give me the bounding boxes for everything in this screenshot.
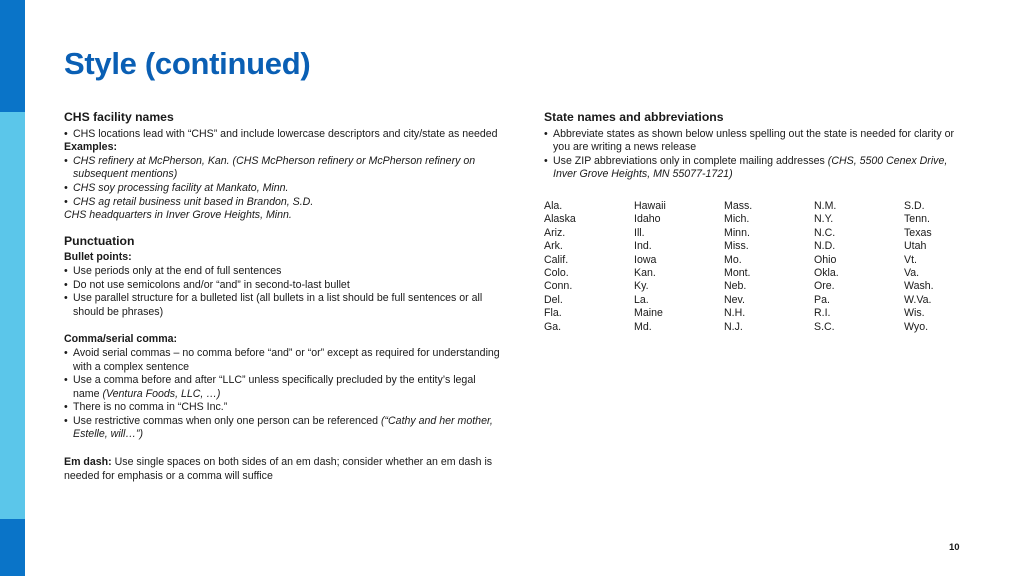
- state-abbreviation: N.H.: [724, 307, 746, 320]
- punctuation-heading: Punctuation: [64, 233, 135, 248]
- state-abbreviation: Calif.: [544, 253, 569, 266]
- example-item: • CHS ag retail business unit based in Brandon, S.D.: [64, 196, 504, 210]
- state-abbreviation: Vt.: [904, 253, 917, 266]
- state-abbreviation: N.M.: [814, 199, 837, 212]
- state-abbreviation: Alaska: [544, 213, 576, 226]
- state-abbreviation: Ill.: [634, 226, 645, 239]
- bullet-point-item: • Use parallel structure for a bulleted list (all bullets in a list should be full sentences or all should be phrases): [64, 292, 504, 319]
- state-abbreviation: Wyo.: [904, 320, 929, 333]
- states-bullet-example: (CHS, 5500 Cenex Drive, Inver Grove Heights, MN 55077-1721): [553, 154, 948, 181]
- side-accent-bar: [0, 0, 25, 576]
- state-abbreviation: R.I.: [814, 307, 831, 320]
- bullet-point-item: • Use periods only at the end of full sentences: [64, 265, 504, 279]
- state-abbreviation: Del.: [544, 293, 563, 306]
- comma-label: Comma/serial comma:: [64, 333, 178, 346]
- comma-item: • There is no comma in “CHS Inc.”: [64, 401, 504, 415]
- comma-item: • Avoid serial commas – no comma before “and” or “or” except as required for understanding with a complex sentence: [64, 347, 504, 374]
- state-abbreviation: Mass.: [724, 199, 753, 212]
- comma-item-example: (Ventura Foods, LLC, …): [102, 387, 221, 400]
- state-abbreviation: W.Va.: [904, 293, 932, 306]
- state-abbreviation: Ark.: [544, 240, 563, 253]
- comma-item: [64, 374, 504, 401]
- state-abbreviation: Mont.: [724, 267, 751, 279]
- state-abbreviation: Idaho: [634, 213, 661, 226]
- comma-item-example: (“Cathy and her mother, Estelle, will…”): [73, 414, 493, 441]
- state-abbreviation: Tenn.: [904, 213, 930, 226]
- state-abbreviation: Mo.: [724, 253, 742, 266]
- state-abbreviation: Ind.: [634, 240, 652, 253]
- state-abbreviations-grid: [544, 200, 964, 334]
- states-bullet-text: Use ZIP abbreviations only in complete mailing addresses: [553, 154, 828, 167]
- state-abbreviation: Nev.: [724, 293, 745, 306]
- state-abbreviation: Hawaii: [634, 199, 666, 212]
- examples-list: [64, 155, 504, 209]
- state-abbreviation: Ky.: [634, 280, 649, 293]
- example-item: • CHS soy processing facility at Mankato, Minn.: [64, 182, 504, 196]
- state-abbreviation: Minn.: [724, 226, 750, 239]
- state-abbreviation: S.D.: [904, 199, 925, 212]
- comma-item-text: Use restrictive commas when only one person can be referenced: [73, 414, 381, 427]
- side-accent-top: [0, 0, 25, 112]
- examples-label: Examples:: [64, 141, 117, 154]
- state-abbreviation: Ohio: [814, 253, 837, 266]
- state-abbreviation: Miss.: [724, 240, 749, 253]
- state-abbreviation: Maine: [634, 307, 663, 320]
- headquarters-example: CHS headquarters in Inver Grove Heights, Minn.: [64, 209, 292, 222]
- state-abbreviation: Ga.: [544, 320, 562, 333]
- states-heading: State names and abbreviations: [544, 110, 724, 124]
- state-abbreviation: Neb.: [724, 280, 747, 293]
- state-abbreviation: Mich.: [724, 213, 750, 226]
- state-abbreviation: Iowa: [634, 253, 657, 266]
- state-abbreviation: N.D.: [814, 240, 836, 253]
- state-abbreviation: Wash.: [904, 280, 934, 293]
- state-abbreviation: Texas: [904, 226, 932, 239]
- page-title: Style (continued): [64, 46, 311, 81]
- chs-bullets: [64, 128, 504, 142]
- state-abbreviation: Pa.: [814, 293, 830, 306]
- state-abbreviation: Ariz.: [544, 226, 566, 239]
- right-column: [544, 111, 964, 334]
- em-dash-text: Use single spaces on both sides of an em dash; consider whether an em dash is needed for emphasis or a comma will suffice: [64, 456, 493, 482]
- state-abbreviation: La.: [634, 293, 649, 306]
- state-abbreviation: Md.: [634, 320, 652, 333]
- state-abbreviation: Ala.: [544, 199, 563, 212]
- example-item: • CHS refinery at McPherson, Kan. (CHS McPherson refinery or McPherson refinery on subsequent mentions): [64, 155, 504, 182]
- state-abbreviation: Conn.: [544, 280, 573, 293]
- state-abbreviation: Fla.: [544, 307, 562, 320]
- chs-bullet: • CHS locations lead with “CHS” and include lowercase descriptors and city/state as needed: [64, 128, 504, 142]
- chs-heading: CHS facility names: [64, 110, 174, 124]
- state-abbreviation: N.J.: [724, 320, 743, 333]
- state-abbreviation: Colo.: [544, 267, 569, 279]
- state-abbreviation: N.Y.: [814, 213, 834, 226]
- state-abbreviation: Okla.: [814, 267, 839, 279]
- left-column: [64, 111, 504, 483]
- bullet-points-label: Bullet points:: [64, 251, 132, 264]
- bullet-points-list: [64, 265, 504, 319]
- state-abbreviation: S.C.: [814, 320, 835, 333]
- state-abbreviation: Kan.: [634, 267, 656, 279]
- comma-item-text: Use a comma before and after “LLC” unless specifically precluded by the entity’s legal name: [73, 374, 476, 400]
- em-dash-label: Em dash:: [64, 456, 112, 469]
- state-abbreviation: Va.: [904, 267, 920, 279]
- comma-list: [64, 347, 504, 442]
- states-bullets: [544, 128, 964, 182]
- comma-item: [64, 415, 504, 442]
- page-number: 10: [949, 542, 960, 553]
- bullet-point-item: • Do not use semicolons and/or “and” in second-to-last bullet: [64, 279, 504, 293]
- state-abbreviation: Wis.: [904, 307, 925, 320]
- state-abbreviation: Ore.: [814, 280, 835, 293]
- state-abbreviation: Utah: [904, 240, 927, 253]
- em-dash-rule: [64, 456, 504, 483]
- states-bullet: [544, 155, 964, 182]
- side-accent-bottom: [0, 519, 25, 576]
- states-bullet: • Abbreviate states as shown below unless spelling out the state is needed for clarity or you are writing a news release: [544, 128, 964, 155]
- state-abbreviation: N.C.: [814, 226, 836, 239]
